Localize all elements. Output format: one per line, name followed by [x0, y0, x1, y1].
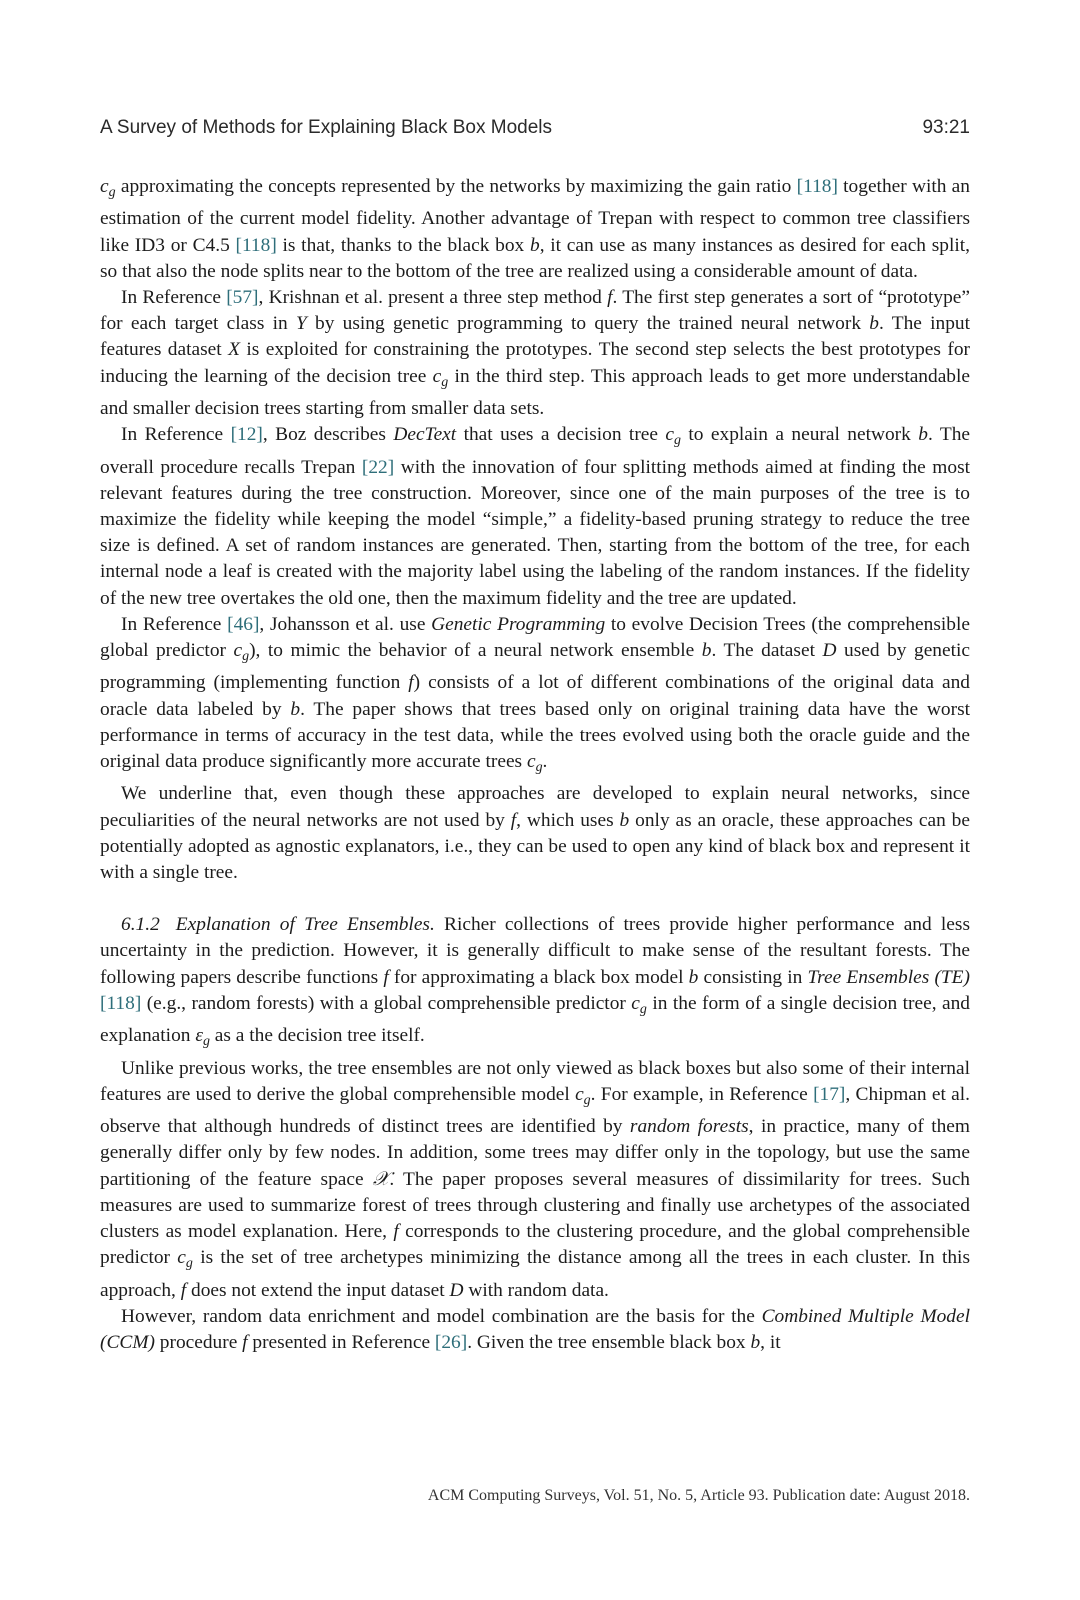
- text-run: by using genetic programming to query the trained neural network: [306, 313, 870, 335]
- citation-link[interactable]: [118]: [235, 234, 277, 256]
- method-name: Combined Multiple Model (CCM): [100, 1305, 970, 1354]
- math-var: c: [100, 176, 109, 197]
- math-var: b: [290, 698, 301, 720]
- running-title: A Survey of Methods for Explaining Black Box Models: [100, 117, 553, 138]
- math-var: c: [526, 751, 536, 773]
- section-tree-ensembles: [100, 912, 970, 1055]
- text-run: We underline that, even though these approaches are developed to explain neural networks, since peculiarities of the neural networks are not used by: [100, 783, 970, 831]
- math-subscript: g: [535, 760, 543, 776]
- math-subscript: g: [108, 185, 116, 201]
- math-subscript: g: [441, 374, 449, 390]
- math-var: X: [228, 339, 240, 361]
- text-run: only as an oracle, these approaches can be potentially adopted as agnostic explanators, i.e., they can be used to open any kind of black box and represent it with a single tree.: [100, 809, 970, 884]
- text-run: procedure: [154, 1332, 243, 1354]
- citation-link[interactable]: [12]: [230, 424, 263, 446]
- text-run: does not extend the input dataset: [186, 1279, 450, 1301]
- text-run: with the innovation of four splitting methods aimed at finding the most relevant features during the tree construction. Moreover, since one of the main purposes of the tree is to maximize the fidelity while keeping the model “simple,” a fidelity-based pruning strategy to reduce the tree size is defined. A set of random instances are generated. Then, starting from the bottom of the tree, for each internal node a leaf is created with the majority label using the labeling of the random instances. If the fidelity of the new tree overtakes the old one, then the maximum fidelity and the tree are updated.: [100, 456, 971, 609]
- text-run: that uses a decision tree: [456, 424, 666, 446]
- paragraph-trepan-continued: [100, 174, 970, 285]
- text-run: , it: [760, 1332, 781, 1354]
- math-subscript: g: [639, 1002, 647, 1018]
- text-run: . The paper shows that trees based only on original training data have the worst performance in terms of accuracy in the test data, while the trees evolved using both the oracle guide and the original data produce significantly more accurate trees: [100, 698, 971, 773]
- text-run: However, random data enrichment and model combination are the basis for the: [121, 1305, 762, 1327]
- text-run: . For example, in Reference: [590, 1083, 814, 1105]
- text-run: , Chipman et al. observe that although hundreds of distinct trees are identified by: [100, 1083, 971, 1138]
- citation-link[interactable]: [46]: [227, 613, 260, 635]
- text-run: for approximating a black box model: [388, 966, 689, 988]
- math-var: D: [449, 1279, 464, 1301]
- math-subscript: g: [583, 1093, 591, 1108]
- text-run: corresponds to the clustering procedure, and the global comprehensible predictor: [100, 1221, 971, 1269]
- math-subscript: g: [674, 433, 681, 449]
- math-var: b: [918, 424, 928, 446]
- method-name: DecText: [393, 424, 457, 446]
- text-run: In Reference: [121, 287, 227, 308]
- paragraph-chipman: [100, 1056, 970, 1304]
- math-var: b: [619, 809, 630, 831]
- running-header: [100, 117, 970, 139]
- text-run: , in practice, many of them generally differ only by few nodes. In addition, some trees may differ only in the topology, but use the same partitioning of the feature space: [100, 1116, 970, 1190]
- math-var: D: [822, 640, 837, 662]
- text-run: . The overall procedure recalls Trepan: [100, 424, 970, 478]
- text-run: to explain a neural network: [681, 424, 919, 446]
- text-run: presented in Reference: [247, 1332, 435, 1354]
- method-name: random forests: [629, 1116, 749, 1138]
- math-subscript: g: [185, 1256, 193, 1272]
- math-var: Y: [295, 313, 307, 335]
- text-run: approximating the concepts represented by the networks by maximizing the gain ratio: [115, 176, 797, 197]
- text-run: . The paper proposes several measures of dissimilarity for trees. Such measures are used to summarize forest of trees through clustering and finally use archetypes of the associated clusters as model explanation. Here,: [100, 1168, 970, 1243]
- text-run: is the set of tree archetypes minimizing the distance among all the trees in each cluster. In this approach,: [100, 1247, 970, 1301]
- citation-link[interactable]: [22]: [361, 456, 395, 478]
- math-var: c: [665, 424, 675, 446]
- math-var: b: [701, 640, 712, 662]
- text-run: , it can use as many instances as desired for each split, so that also the node splits near to the bottom of the tree are realized using a considerable amount of data.: [100, 234, 970, 282]
- text-run: , which uses: [516, 809, 620, 831]
- method-name: Tree Ensembles (TE): [807, 966, 970, 988]
- text-run: to evolve Decision Trees (the comprehensible global predictor: [100, 613, 970, 662]
- math-subscript: g: [242, 649, 250, 665]
- math-var: f: [180, 1279, 187, 1301]
- page-footer: ACM Computing Surveys, Vol. 51, No. 5, Article 93. Publication date: August 2018.: [427, 1487, 970, 1504]
- math-var: b: [869, 313, 879, 335]
- math-var: ε: [195, 1025, 203, 1047]
- section-title: Explanation of Tree Ensembles.: [175, 914, 435, 936]
- text-run: is exploited for constraining the prototypes. The second step selects the best prototypes for inducing the learning of the decision tree: [100, 339, 970, 387]
- text-run: ) consists of a lot of different combinations of the original data and oracle data labeled by: [100, 672, 970, 720]
- math-var: f: [393, 1221, 399, 1243]
- paragraph-ccm: [100, 1304, 970, 1356]
- paragraph-underline: [100, 781, 970, 886]
- body-text: [100, 174, 970, 1356]
- text-run: .: [542, 751, 548, 773]
- text-run: Richer collections of trees provide higher performance and less uncertainty in the prediction. However, it is generally difficult to make sense of the resultant forests. The following papers describe functions: [100, 914, 970, 988]
- math-var: 𝒳: [372, 1168, 390, 1190]
- math-var: b: [688, 966, 699, 988]
- text-run: used by genetic programming (implementing function: [100, 640, 970, 694]
- math-var: f: [510, 809, 517, 831]
- math-var: c: [233, 640, 243, 662]
- text-run: In Reference: [121, 424, 231, 446]
- text-run: , Boz describes: [262, 424, 394, 446]
- text-run: . Given the tree ensemble black box: [467, 1332, 751, 1354]
- citation-link[interactable]: [17]: [813, 1083, 846, 1105]
- text-run: ), to mimic the behavior of a neural network ensemble: [249, 640, 702, 662]
- math-var: f: [383, 966, 389, 988]
- text-run: Unlike previous works, the tree ensembles are not only viewed as black boxes but also some of their internal features are used to derive the global comprehensible model: [100, 1057, 970, 1105]
- paragraph-krishnan: [100, 285, 970, 422]
- text-run: . The dataset: [711, 640, 823, 662]
- text-run: with random data.: [463, 1279, 609, 1301]
- math-var: c: [177, 1247, 186, 1269]
- math-var: f: [607, 287, 613, 308]
- text-run: , Krishnan et al. present a three step method: [258, 287, 608, 308]
- text-run: in the third step. This approach leads to get more understandable and smaller decision trees starting from smaller data sets.: [100, 365, 970, 419]
- method-name: Genetic Programming: [431, 613, 606, 635]
- text-run: in the form of a single decision tree, and explanation: [100, 992, 970, 1047]
- citation-link[interactable]: [118]: [796, 176, 838, 197]
- text-run: (e.g., random forests) with a global comprehensible predictor: [141, 992, 632, 1014]
- citation-link[interactable]: [57]: [226, 287, 259, 308]
- text-run: . The first step generates a sort of “prototype” for each target class in: [100, 287, 970, 335]
- paragraph-boz: [100, 422, 970, 612]
- text-run: , Johansson et al. use: [259, 613, 432, 635]
- math-subscript: g: [202, 1034, 210, 1050]
- page-number: 93:21: [922, 117, 970, 138]
- text-run: consisting in: [698, 966, 808, 988]
- section-number: 6.1.2: [121, 914, 160, 936]
- citation-link[interactable]: [118]: [100, 992, 142, 1014]
- math-var: c: [631, 992, 640, 1014]
- math-var: f: [242, 1332, 248, 1354]
- text-run: as a the decision tree itself.: [209, 1025, 425, 1047]
- math-var: c: [575, 1083, 584, 1105]
- text-run: In Reference: [121, 613, 228, 635]
- math-var: f: [408, 672, 414, 694]
- text-run: is that, thanks to the black box: [276, 234, 530, 256]
- math-var: b: [530, 234, 540, 256]
- math-var: c: [432, 365, 442, 387]
- text-run: . The input features dataset: [100, 313, 971, 361]
- citation-link[interactable]: [26]: [434, 1332, 468, 1354]
- paragraph-johansson: [100, 612, 970, 782]
- text-run: together with an estimation of the current model fidelity. Another advantage of Trepan with respect to common tree classifiers like ID3 or C4.5: [100, 176, 970, 256]
- math-var: b: [750, 1332, 761, 1354]
